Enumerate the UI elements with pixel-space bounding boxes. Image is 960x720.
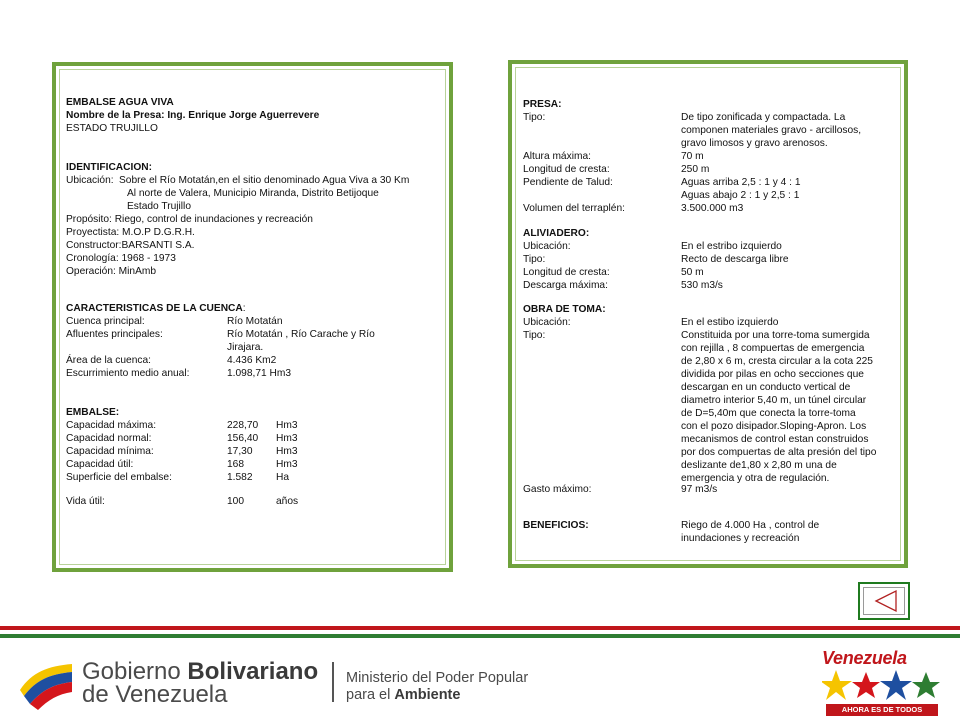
presa-row-label: Volumen del terraplén: [523, 203, 625, 214]
embalse-row-value: 17,30 [227, 446, 253, 457]
right-info-panel [508, 60, 908, 568]
embalse-row-value: 228,70 [227, 420, 259, 431]
cuenca-heading-text: CARACTERISTICAS DE LA CUENCA [66, 303, 243, 314]
aliviadero-row-label: Longitud de cresta: [523, 267, 610, 278]
embalse-row-label: Capacidad máxima: [66, 420, 157, 431]
gobierno-line-2: de Venezuela [82, 681, 228, 708]
cuenca-row-value: Río Motatán , Río Carache y Río [227, 329, 375, 340]
embalse-row-label: Capacidad útil: [66, 459, 134, 470]
obra-toma-heading: OBRA DE TOMA: [523, 304, 606, 315]
presa-row-value: gravo limosos y gravo arenosos. [681, 138, 828, 149]
aliviadero-row-value: Recto de descarga libre [681, 254, 789, 265]
presa-row-label: Pendiente de Talud: [523, 177, 613, 188]
previous-slide-button[interactable] [858, 582, 910, 620]
government-footer [0, 638, 960, 720]
triangle-left-icon [860, 584, 908, 618]
cuenca-row-value: 1.098,71 Hm3 [227, 368, 291, 379]
cuenca-row-label: Área de la cuenca: [66, 355, 151, 366]
aliviadero-heading: ALIVIADERO: [523, 228, 590, 239]
embalse-row-unit: Hm3 [276, 459, 298, 470]
cuenca-heading [66, 303, 246, 316]
proposito-text: Propósito: Riego, control de inundaciones y recreación [66, 214, 313, 225]
aliviadero-row-label: Descarga máxima: [523, 280, 608, 291]
toma-row-value: deslizante de1,80 x 2,80 m una de [681, 460, 837, 471]
embalse-row-value: 156,40 [227, 433, 259, 444]
cuenca-row-label: Afluentes principales: [66, 329, 163, 340]
presa-row-value: 3.500.000 m3 [681, 203, 744, 214]
presa-row-label: Longitud de cresta: [523, 164, 610, 175]
vida-util-label: Vida útil: [66, 496, 105, 507]
presa-row-label: Altura máxima: [523, 151, 591, 162]
footer-divider [332, 662, 334, 702]
embalse-row-value: 1.582 [227, 472, 253, 483]
venezuela-flag-logo-icon [14, 652, 78, 710]
toma-row-value: con rejilla , 8 compuertas de emergencia [681, 343, 865, 354]
toma-row-value: descargan en un conducto vertical de [681, 382, 851, 393]
aliviadero-row-value: 530 m3/s [681, 280, 723, 291]
aliviadero-row-label: Ubicación: [523, 241, 571, 252]
embalse-row-unit: Hm3 [276, 433, 298, 444]
embalse-row-unit: Ha [276, 472, 290, 483]
embalse-heading: EMBALSE: [66, 407, 120, 418]
aliviadero-row-value: 50 m [681, 267, 704, 278]
toma-row-value: por dos compuertas de alta presión del tipo [681, 447, 877, 458]
beneficios-value: inundaciones y recreación [681, 533, 800, 544]
presa-row-value: 250 m [681, 164, 710, 175]
beneficios-value: Riego de 4.000 Ha , control de [681, 520, 820, 531]
state-name: ESTADO TRUJILLO [66, 123, 158, 134]
presa-row-value: Aguas abajo 2 : 1 y 2,5 : 1 [681, 190, 800, 201]
embalse-row-label: Superficie del embalse: [66, 472, 172, 483]
aliviadero-row-value: En el estribo izquierdo [681, 241, 782, 252]
presa-row-value: De tipo zonificada y compactada. La [681, 112, 846, 123]
toma-row-value: Constituida por una torre-toma sumergida [681, 330, 870, 341]
constructor-text: Constructor:BARSANTI S.A. [66, 240, 195, 251]
cuenca-row-value: 4.436 Km2 [227, 355, 277, 366]
aliviadero-row-label: Tipo: [523, 254, 546, 265]
dam-name: Nombre de la Presa: Ing. Enrique Jorge Aguerrevere [66, 110, 320, 121]
toma-row-label: Gasto máximo: [523, 484, 592, 495]
beneficios-label: BENEFICIOS: [523, 520, 589, 531]
proyectista-text: Proyectista: M.O.P D.G.R.H. [66, 227, 195, 238]
reservoir-name: EMBALSE AGUA VIVA [66, 97, 174, 108]
toma-row-value: de D=5,40m que conecta la torre-toma [681, 408, 856, 419]
operacion-text: Operación: MinAmb [66, 266, 157, 277]
bolivariano-word: Bolivariano [187, 658, 319, 685]
embalse-row-label: Capacidad normal: [66, 433, 152, 444]
ubicacion-line-1: Sobre el Río Motatán,en el sitio denominado Agua Viva a 30 Km [119, 175, 410, 186]
para-el-text: para el [346, 687, 395, 703]
ubicacion-label: Ubicación: [66, 175, 114, 186]
identificacion-heading: IDENTIFICACION: [66, 162, 153, 173]
presa-row-value: Aguas arriba 2,5 : 1 y 4 : 1 [681, 177, 801, 188]
toma-row-value: de 2,80 x 6 m, cresta circular a la cota 225 [681, 356, 873, 367]
gobierno-word: Gobierno [82, 658, 188, 685]
vida-util-unit: años [276, 496, 299, 507]
ministerio-line-2 [346, 687, 460, 703]
presa-heading: PRESA: [523, 99, 562, 110]
presa-row-value: componen materiales gravo - arcillosos, [681, 125, 862, 136]
vida-util-value: 100 [227, 496, 244, 507]
cuenca-heading-colon: : [242, 303, 246, 314]
embalse-row-value: 168 [227, 459, 244, 470]
ministerio-line-1: Ministerio del Poder Popular [346, 670, 529, 686]
toma-row-value: dividida por pilas en ocho secciones que [681, 369, 864, 380]
toma-row-value: con el pozo disipador.Sloping-Apron. Los [681, 421, 867, 432]
cuenca-row-value: Jirajara. [227, 342, 264, 353]
embalse-row-unit: Hm3 [276, 420, 298, 431]
presa-row-label: Tipo: [523, 112, 546, 123]
toma-row-label: Ubicación: [523, 317, 571, 328]
venezuela-ahora-logo [818, 644, 948, 720]
ambiente-word: Ambiente [394, 687, 461, 703]
cronologia-text: Cronología: 1968 - 1973 [66, 253, 176, 264]
left-info-panel [52, 62, 453, 572]
toma-row-value: 97 m3/s [681, 484, 718, 495]
cuenca-row-value: Río Motatán [227, 316, 283, 327]
ubicacion-line-2: Al norte de Valera, Municipio Miranda, Distrito Betijoque [127, 188, 379, 199]
embalse-row-label: Capacidad mínima: [66, 446, 154, 457]
toma-row-value: emergencia y otra de regulación. [681, 473, 830, 484]
venezuela-wordmark: Venezuela [822, 648, 907, 668]
embalse-row-unit: Hm3 [276, 446, 298, 457]
presa-row-value: 70 m [681, 151, 704, 162]
stars-figures-icon [822, 668, 942, 704]
cuenca-row-label: Cuenca principal: [66, 316, 145, 327]
ahora-es-de-todos-banner: AHORA ES DE TODOS [826, 704, 938, 716]
ubicacion-line-3: Estado Trujillo [127, 201, 191, 212]
toma-row-value: mecanismos de control estan construidos [681, 434, 869, 445]
toma-row-label: Tipo: [523, 330, 546, 341]
cuenca-row-label: Escurrimiento medio anual: [66, 368, 190, 379]
toma-row-value: En el estibo izquierdo [681, 317, 779, 328]
toma-row-value: diametro interior 5,40 m, un túnel circular [681, 395, 867, 406]
